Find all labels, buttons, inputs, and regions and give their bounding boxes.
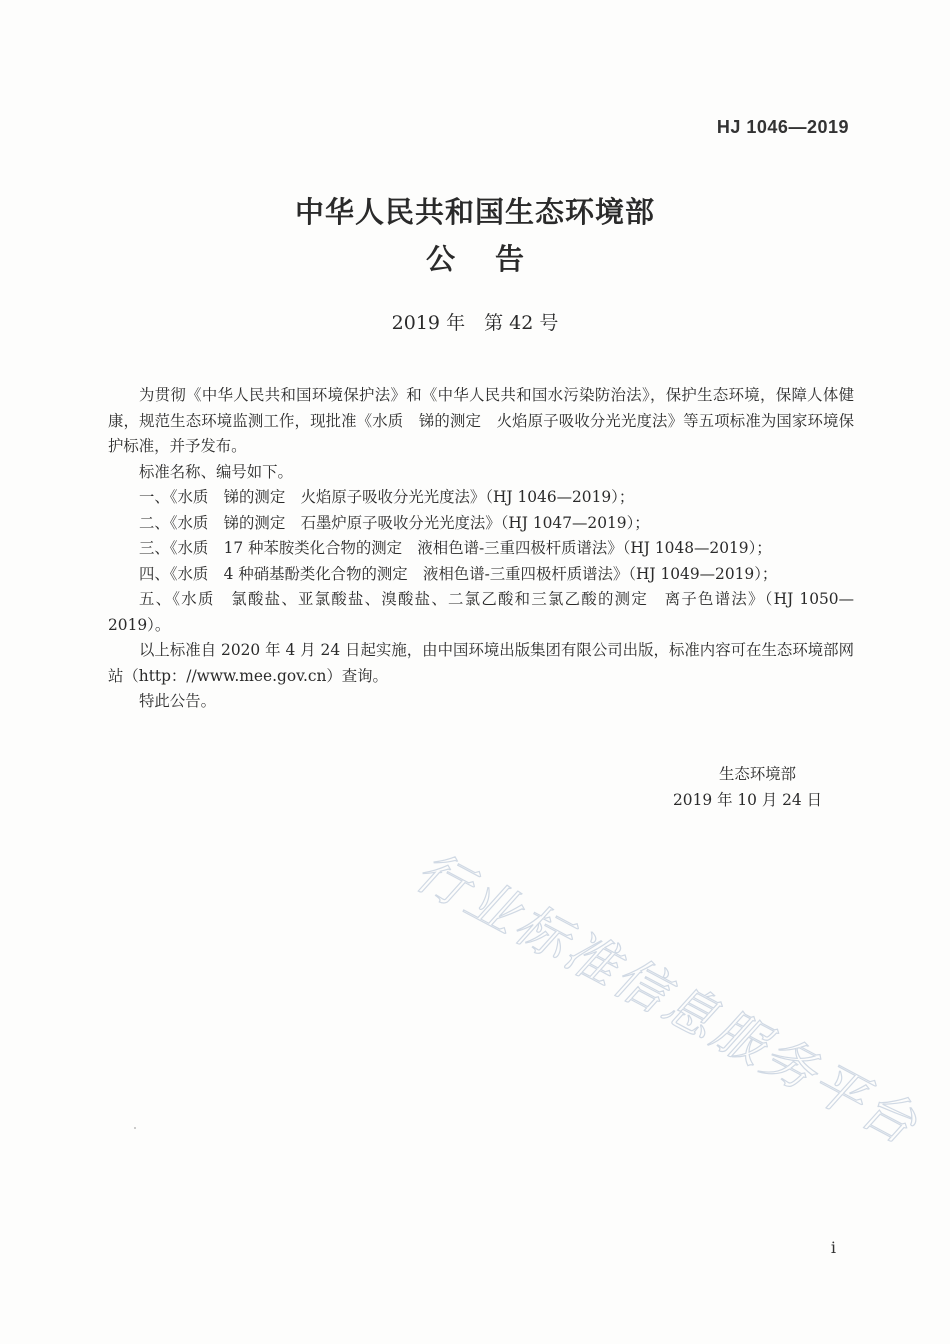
standard-item-5: 五、《水质 氯酸盐、亚氯酸盐、溴酸盐、二氯乙酸和三氯乙酸的测定 离子色谱法》（HJ 1050—2019）。 xyxy=(108,590,854,634)
scan-speck xyxy=(134,1127,136,1129)
paragraph-list-heading: 标准名称、编号如下。 xyxy=(139,462,293,481)
announcement-body xyxy=(108,383,854,715)
paragraph-intro: 为贯彻《中华人民共和国环境保护法》和《中华人民共和国水污染防治法》，保护生态环境，保障人体健康，规范生态环境监测工作，现批准《水质 锑的测定 火焰原子吸收分光光度法》等五项标准为国家环境保护标准，并予发布。 xyxy=(108,386,854,455)
standard-item-4: 四、《水质 4 种硝基酚类化合物的测定 液相色谱-三重四极杆质谱法》（HJ 1049—2019）； xyxy=(139,564,778,583)
signature-date: 2019 年 10 月 24 日 xyxy=(673,790,822,809)
watermark-text: 行业标准信息服务平台 xyxy=(405,841,929,1158)
document-title: 中华人民共和国生态环境部 xyxy=(294,195,655,229)
standard-item-1: 一、《水质 锑的测定 火焰原子吸收分光光度法》（HJ 1046—2019）； xyxy=(139,488,635,506)
standard-code: HJ 1046—2019 xyxy=(716,117,849,137)
page-number: i xyxy=(830,1238,836,1257)
issue-number: 2019 年 第 42 号 xyxy=(391,312,559,334)
signature-block xyxy=(673,762,822,813)
signature-org: 生态环境部 xyxy=(719,765,796,783)
paragraph-closing: 特此公告。 xyxy=(139,692,216,710)
paragraph-implementation: 以上标准自 2020 年 4 月 24 日起实施，由中国环境出版集团有限公司出版，标准内容可在生态环境部网站（http：//www.mee.gov.cn）查询。 xyxy=(108,641,854,685)
standard-item-3: 三、《水质 17 种苯胺类化合物的测定 液相色谱-三重四极杆质谱法》（HJ 1048—2019）； xyxy=(139,539,772,557)
standard-item-2: 二、《水质 锑的测定 石墨炉原子吸收分光光度法》（HJ 1047—2019）； xyxy=(139,513,650,532)
document-subtitle: 公告 xyxy=(425,242,564,276)
